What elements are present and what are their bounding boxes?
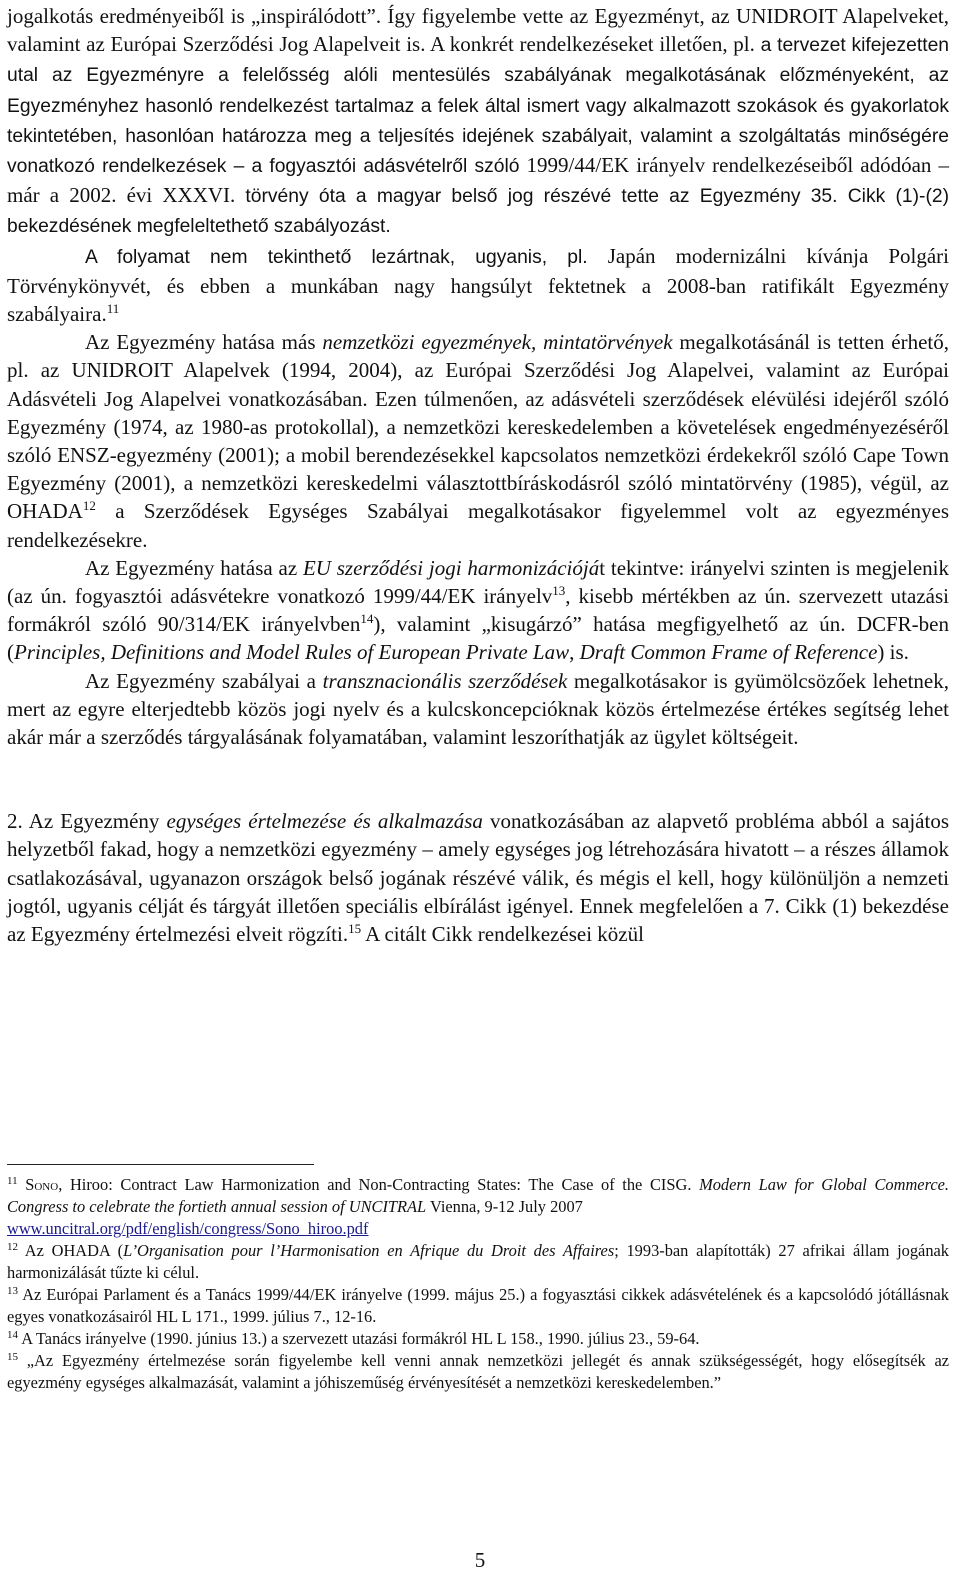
footnote-12-part-2: ; 1993-ban alapították) 27 afrikai állam jogának harmonizálását tűzte ki célul. <box>7 1241 949 1282</box>
footnote-14-text: A Tanács irányelve (1990. június 13.) a szervezett utazási formákról HL L 158., 1990. július 23., 59-64. <box>18 1329 700 1348</box>
paragraph-6 <box>7 807 949 948</box>
paragraph-6-emphasis: egységes értelmezése és alkalmazása <box>166 809 483 834</box>
footnote-15-text: „Az Egyezmény értelmezése során figyelembe kell venni annak nemzetközi jellegét és annak szükségességét, hogy elősegítsék az egyezmény egységes alkalmazását, valamint a jóhiszeműség érvényesítését a nemzetközi kereskedelemben.” <box>7 1351 949 1392</box>
footnote-ref-12[interactable]: 12 <box>82 498 96 514</box>
section-gap <box>7 751 949 807</box>
footnote-14 <box>7 1328 949 1350</box>
paragraph-4-part-3: , kisebb mértékben az ún. szervezett utazási formákról szóló 90/314/EK irányelvben <box>7 584 949 637</box>
paragraph-2-part-1: A folyamat nem tekinthető lezártnak, ugyanis, pl. <box>85 246 588 268</box>
paragraph-6-part-1: 2. Az Egyezmény <box>7 809 167 834</box>
footnote-number: 14 <box>7 1329 18 1341</box>
paragraph-1 <box>7 0 949 242</box>
paragraph-4-emphasis-2: Principles, Definitions and Model Rules of European Private Law <box>14 640 570 665</box>
paragraph-6-part-2: vonatkozásában az alapvető probléma abból a sajátos helyzetből fakad, hogy a nemzetközi egyezmény – amely egységes jog létrehozására hivatott – a részes államok csatlakozásával, ugyanazon országok belső jogának részévé válik, és mégis el kell, hogy különüljön a nemzeti jogtól, ugyanis célját és tárgyát illetően speciális elbírálást igényel. Ennek megfelelően a 7. Cikk (1) bekezdése az Egyezmény értelmezési elveit rögzíti. <box>7 809 950 947</box>
footnote-11-part-1: , Hiroo: Contract Law Harmonization and Non-Contracting States: The Case of the CISG. <box>58 1175 700 1194</box>
footnote-11-emphasis: Modern Law for Global Commerce. Congress to celebrate the fortieth annual session of UNCITRAL <box>7 1175 949 1216</box>
paragraph-2 <box>7 242 949 329</box>
paragraph-1-part-4: törvény óta a magyar belső jog részévé tette az Egyezmény 35. Cikk (1)-(2) bekezdésének megfeleltethető szabályozást. <box>7 186 950 238</box>
footnotes <box>7 1174 949 1394</box>
footnote-11-author: Sono <box>25 1175 59 1194</box>
footnote-12-part-1: Az OHADA ( <box>18 1241 124 1260</box>
footnote-13-text: Az Európai Parlament és a Tanács 1999/44/EK irányelve (1999. május 25.) a fogyasztási cikkek adásvételének és a kapcsolódó jótállásnak egyes vonatkozásairól HL L 171., 1999. július 7., 12-16. <box>7 1285 949 1326</box>
footnote-number: 11 <box>7 1175 18 1187</box>
paragraph-4 <box>7 554 949 667</box>
main-text <box>7 0 949 948</box>
paragraph-4-emphasis-3: Draft Common Frame of Reference <box>579 640 878 665</box>
page-number: 5 <box>474 1548 486 1572</box>
footnote-ref-13[interactable]: 13 <box>552 583 566 599</box>
footnote-12-emphasis: L’Organisation pour l’Harmonisation en Afrique du Droit des Affaires <box>123 1241 615 1260</box>
footnote-15 <box>7 1350 949 1394</box>
footnote-ref-14[interactable]: 14 <box>360 611 374 627</box>
paragraph-1-part-2: a tervezet kifejezetten utal az Egyezményre a felelősség alóli mentesülés szabályának megalkotásának előzményeként, az Egyezményhez hasonló rendelkezést tartalmaz a felek által ismert vagy alkalmazott szokások és gyakorlatok tekintetében, hasonlóan határozza meg a teljesítés idejének szabályait, valamint a szolgáltatás minőségére vonatkozó rendelkezések – a fogyasztói adásvételről szóló <box>7 35 950 178</box>
footnote-11-link[interactable]: www.uncitral.org/pdf/english/congress/Sono_hiroo.pdf <box>7 1219 369 1238</box>
paragraph-5-part-2: megalkotásakor is gyümölcsözőek lehetnek, mert az egyre elterjedtebb közös jogi nyelv és a kulcskoncepcióknak közös értelmezése értékes segítség lehet akár már a szerződés tárgyalásának folyamatában, valamint leszoríthatják az ügylet költségeit. <box>7 668 949 750</box>
footnote-number: 12 <box>7 1241 18 1253</box>
footnote-11 <box>7 1174 949 1240</box>
footnote-12 <box>7 1240 949 1284</box>
document-page <box>7 0 949 948</box>
paragraph-5-part-1: Az Egyezmény szabályai a <box>85 668 323 693</box>
paragraph-5-emphasis: transznacionális szerződések <box>322 668 568 693</box>
paragraph-3-part-2: megalkotásánál is tetten érhető, pl. az UNIDROIT Alapelvek (1994, 2004), az Európai Szerződési Jog Alapelvei, valamint az Európai Adásvételi Jog Alapelvei vonatkozásában. Ezen túlmenően, az adásvételi szerződések elévülési idejéről szóló Egyezmény (1974, az 1980-as protokollal), a nemzetközi kereskedelemben a követelések engedményezéséről szóló ENSZ-egyezmény (2001); a mobil berendezésekkel kapcsolatos nemzetközi érdekekről szóló Cape Town Egyezmény (2001), a nemzetközi kereskedelmi választottbíráskodásról szóló mintatörvény (1985), végül, az OHADA <box>7 330 949 524</box>
footnote-ref-11[interactable]: 11 <box>106 301 120 317</box>
paragraph-4-part-1: Az Egyezmény hatása az <box>85 555 303 580</box>
paragraph-5 <box>7 667 949 752</box>
footnote-13 <box>7 1284 949 1328</box>
footnote-separator <box>7 1164 314 1165</box>
paragraph-4-emphasis-1: EU szerződési jogi harmonizációjá <box>302 555 600 580</box>
footnote-number: 15 <box>7 1351 18 1363</box>
paragraph-4-part-5: , <box>569 640 580 665</box>
paragraph-3 <box>7 328 949 554</box>
paragraph-3-emphasis: nemzetközi egyezmények, mintatörvények <box>322 330 673 355</box>
paragraph-4-part-2: t tekintve: irányelvi szinten is megjelenik (az ún. fogyasztói adásvétekre vonatkozó 1999/44/EK irányelv <box>7 555 949 609</box>
paragraph-3-part-1: Az Egyezmény hatása más <box>85 330 323 355</box>
footnote-11-part-2: Vienna, 9-12 July 2007 <box>426 1197 583 1216</box>
paragraph-4-part-4: ), valamint „kisugárzó” hatása megfigyelhető az ún. DCFR-ben ( <box>7 612 949 665</box>
footnote-number: 13 <box>7 1285 18 1297</box>
paragraph-4-part-6: ) is. <box>877 640 909 665</box>
paragraph-1-part-1: jogalkotás eredményeiből is „inspirálódott”. Így figyelembe vette az Egyezményt, az UNIDROIT Alapelveket, valamint az Európai Szerződési Jog Alapelveit is. A konkrét rendelkezéseket illetően, pl. <box>7 4 949 57</box>
paragraph-3-part-3: a Szerződések Egységes Szabályai megalkotásakor figyelemmel volt az egyezményes rendelkezésekre. <box>7 499 949 552</box>
paragraph-6-part-3: A citált Cikk rendelkezései közül <box>361 922 644 947</box>
paragraph-2-part-2: Japán modernizálni kívánja Polgári Törvénykönyvét, és ebben a munkában nagy hangsúlyt fektetnek a 2008-ban ratifikált Egyezmény szabályaira. <box>7 243 949 327</box>
footnote-ref-15[interactable]: 15 <box>348 921 362 937</box>
paragraph-1-part-3: 1999/44/EK irányelv rendelkezéseiből adódóan – már a 2002. évi XXXVI. <box>7 153 949 208</box>
